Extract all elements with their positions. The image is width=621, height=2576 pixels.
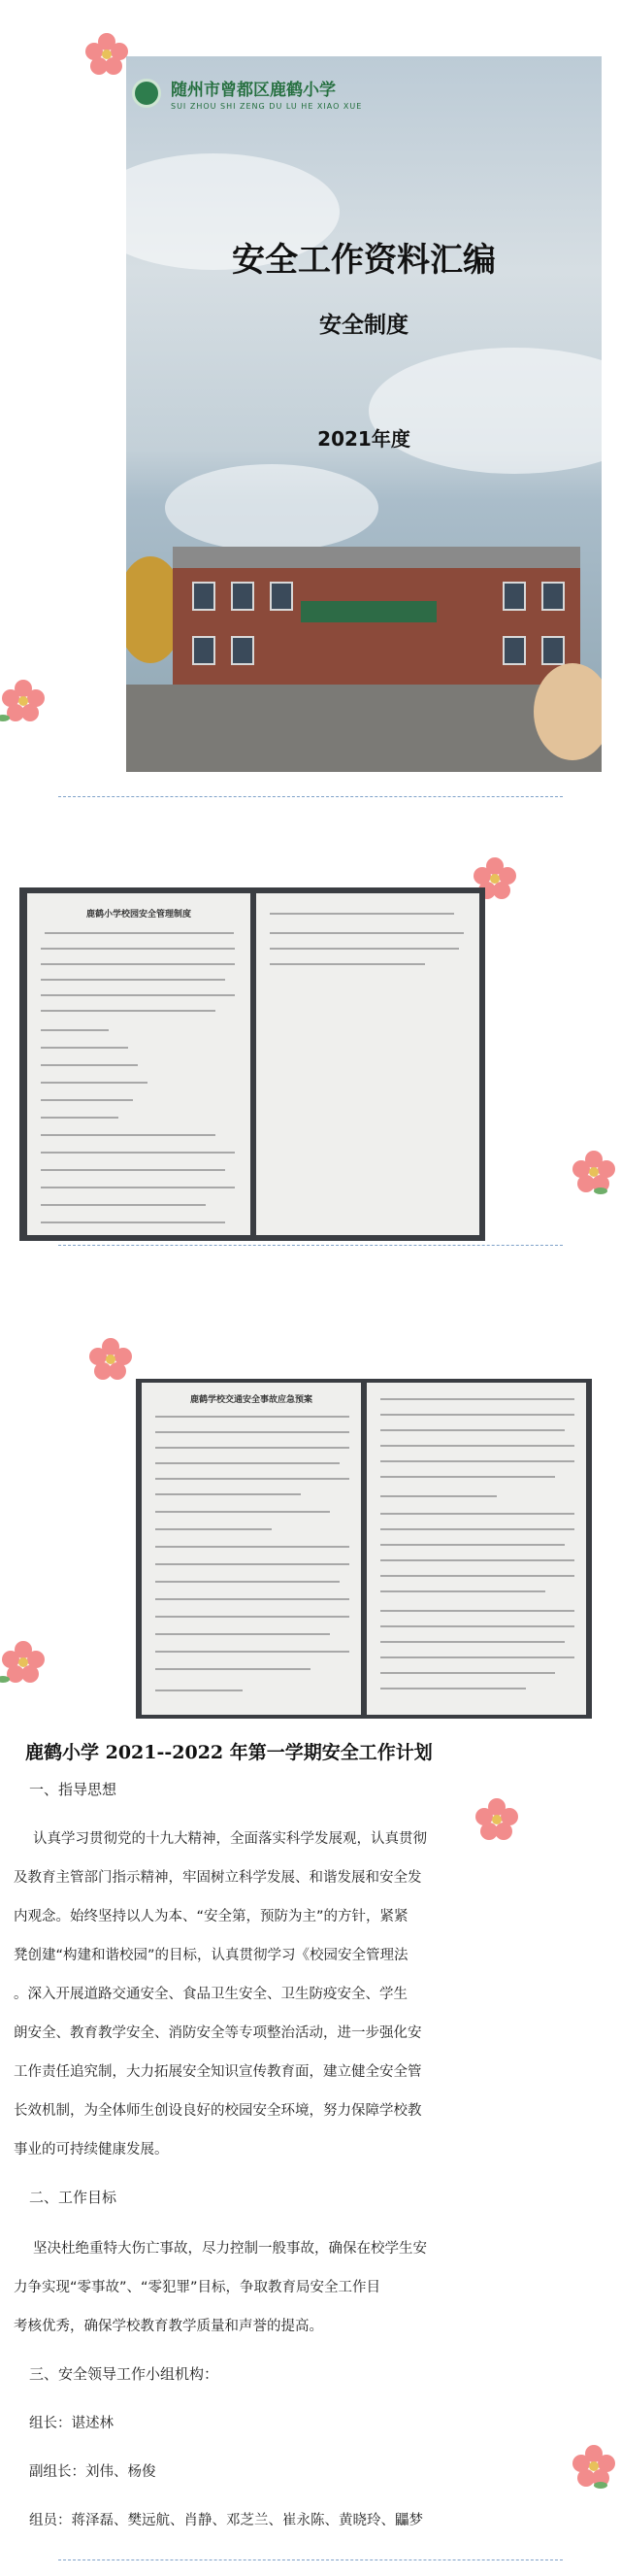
- flower-decoration: [572, 2445, 615, 2488]
- building-sign: [301, 601, 437, 622]
- vice-leader-line: 副组长：刘伟、杨俊: [29, 2464, 156, 2480]
- document-photo-traffic-plan: [136, 1379, 592, 1719]
- paragraph-line: 认真学习贯彻党的十九大精神，全面落实科学发展观，认真贯彻: [33, 1831, 427, 1847]
- paragraph-line: 。深入开展道路交通安全、食品卫生安全、卫生防疫安全、学生: [14, 1987, 408, 2002]
- cover-subtitle: 安全制度: [319, 313, 409, 338]
- cover-title: 安全工作资料汇编: [232, 241, 496, 280]
- document-title: 鹿鹤小学校园安全管理制度: [85, 910, 191, 920]
- flower-decoration: [89, 1338, 132, 1381]
- flower-decoration: [2, 1641, 45, 1684]
- flower-decoration: [85, 33, 128, 76]
- section-divider: [58, 2559, 563, 2560]
- document-title: 鹿鹤学校交通安全事故应急预案: [189, 1395, 312, 1405]
- paragraph-line: 力争实现“零事故”、“零犯罪”目标，争取教育局安全工作目: [14, 2280, 381, 2295]
- flower-decoration: [572, 1151, 615, 1193]
- school-logo: [132, 79, 161, 108]
- paragraph-line: 内观念。始终坚持以人为本、“安全第，预防为主”的方针，紧紧: [14, 1909, 409, 1924]
- members-line: 组员：蒋泽磊、樊远航、肖静、邓芝兰、崔永陈、黄晓玲、鼺梦: [29, 2513, 423, 2528]
- school-name: 随州市曾都区鹿鹤小学: [171, 81, 336, 100]
- paragraph-line: 事业的可持续健康发展。: [14, 2142, 169, 2158]
- leader-line: 组长：谌述林: [29, 2416, 114, 2431]
- cover-image: [126, 56, 602, 772]
- paragraph-line: 工作责任追究制，大力拓展安全知识宣传教育面，建立健全安全管: [14, 2064, 422, 2080]
- paragraph-line: 凳创建“构建和谐校园”的目标，认真贯彻学习《校园安全管理法: [14, 1948, 409, 1963]
- section-heading: 二、工作目标: [29, 2189, 117, 2206]
- paragraph-line: 长效机制，为全体师生创设良好的校园安全环境，努力保障学校教: [14, 2103, 422, 2119]
- paragraph-line: 朗安全、教育教学安全、消防安全等专项整治活动，进一步强化安: [14, 2025, 422, 2041]
- paragraph-line: 坚决杜绝重特大伤亡事故，尽力控制一般事故，确保在校学生安: [33, 2241, 427, 2257]
- document-photo-safety-rules: [19, 887, 485, 1241]
- flower-decoration: [2, 680, 45, 722]
- section-heading: 一、指导思想: [29, 1781, 117, 1798]
- school-header: [132, 76, 362, 111]
- section-divider: [58, 796, 563, 797]
- school-name-en: SUI ZHOU SHI ZENG DU LU HE XIAO XUE: [171, 102, 363, 111]
- cover-year: 2021年度: [317, 427, 410, 451]
- paragraph-line: 及教育主管部门指示精神，牢固树立科学发展、和谐发展和安全发: [14, 1870, 422, 1886]
- paragraph-line: 考核优秀，确保学校教育教学质量和声誉的提高。: [14, 2319, 323, 2334]
- plan-title: 鹿鹤小学 2021--2022 年第一学期安全工作计划: [25, 1742, 433, 1763]
- section-heading: 三、安全领导工作小组机构：: [29, 2365, 219, 2383]
- school-building-photo: [126, 547, 602, 772]
- flower-decoration: [475, 1798, 518, 1841]
- section-divider: [58, 1245, 563, 1246]
